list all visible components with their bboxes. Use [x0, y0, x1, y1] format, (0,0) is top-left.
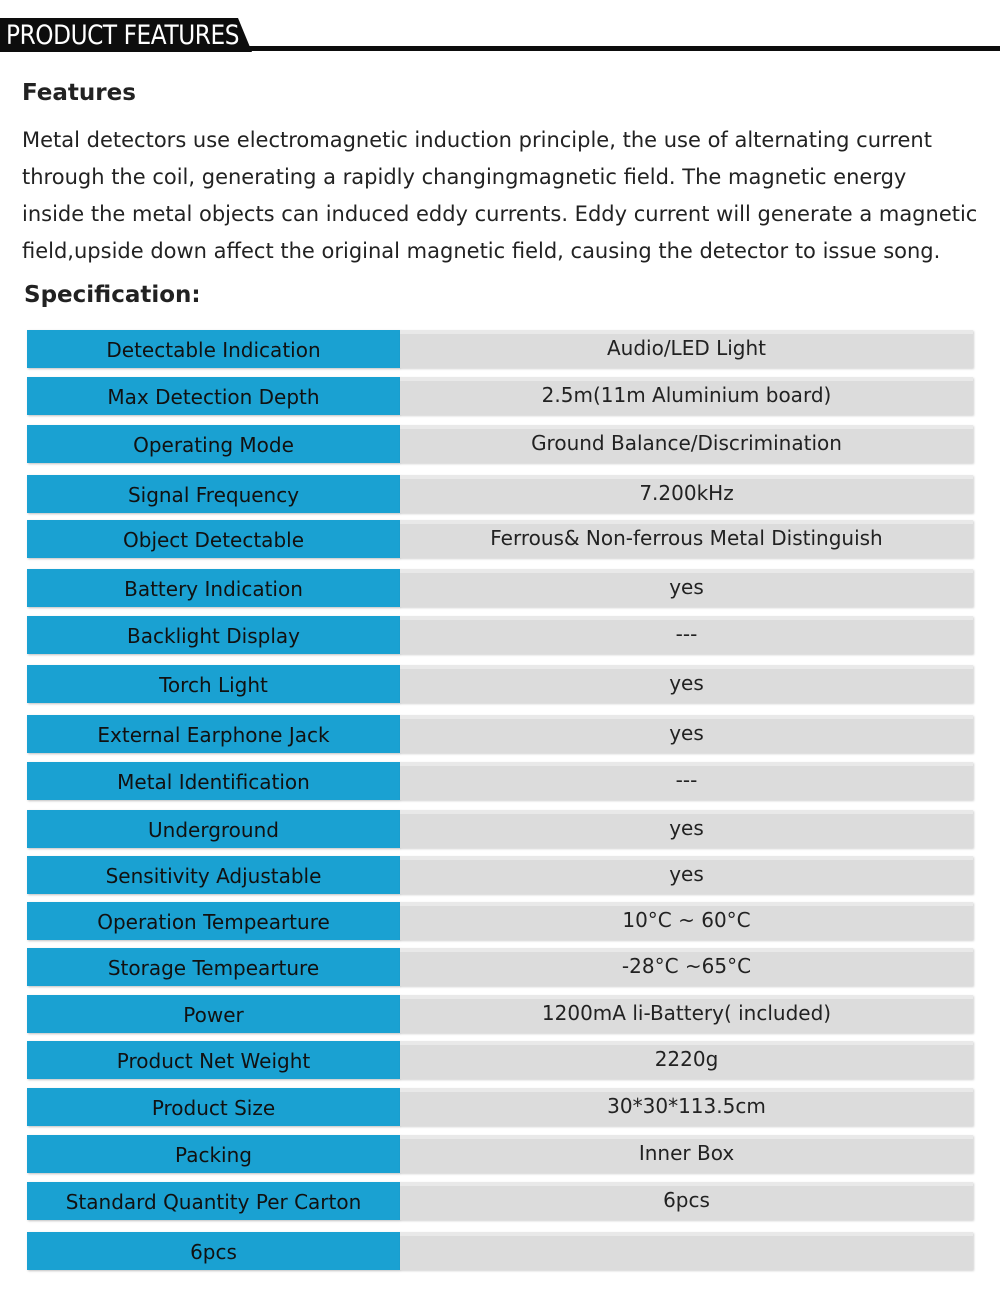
spec-value-text: -28°C ~65°C: [621, 954, 752, 978]
spec-value-highlight: [400, 810, 973, 814]
spec-value-highlight: [400, 616, 973, 620]
table-row: [27, 902, 973, 940]
spec-value-highlight: [400, 902, 973, 906]
table-row: [27, 665, 973, 703]
spec-label-cell: Torch Light: [27, 665, 400, 703]
spec-value-highlight: [400, 995, 973, 999]
table-row: [27, 475, 973, 513]
spec-label-cell: Standard Quantity Per Carton: [27, 1182, 400, 1220]
spec-label-cell: Backlight Display: [27, 616, 400, 654]
spec-value-text: 6pcs: [663, 1188, 710, 1212]
spec-value-highlight: [400, 665, 973, 669]
spec-value-highlight: [400, 762, 973, 766]
table-row: [27, 425, 973, 463]
spec-value-cell: [400, 616, 973, 654]
spec-value-cell: [400, 569, 973, 607]
table-row: [27, 520, 973, 558]
table-row: [27, 1182, 973, 1220]
features-line: field,upside down affect the original magnetic field, causing the detector to issue song.: [22, 239, 941, 263]
spec-value-cell: [400, 995, 973, 1033]
spec-value-highlight: [400, 330, 973, 334]
features-paragraph: [22, 122, 982, 270]
spec-value-text: 10°C ~ 60°C: [622, 908, 751, 932]
spec-label-cell: Power: [27, 995, 400, 1033]
spec-label-cell: Signal Frequency: [27, 475, 400, 513]
spec-value-text: 1200mA li-Battery( included): [541, 1001, 832, 1025]
spec-value-text: Ferrous& Non-ferrous Metal Distinguish: [490, 526, 883, 550]
spec-label-cell: Metal Identification: [27, 762, 400, 800]
spec-label-cell: Max Detection Depth: [27, 377, 400, 415]
table-row: [27, 810, 973, 848]
spec-value-cell: [400, 1232, 973, 1270]
table-row: [27, 616, 973, 654]
spec-value-cell: [400, 1088, 973, 1126]
spec-value-text: 7.200kHz: [639, 481, 734, 505]
spec-value-text: yes: [669, 671, 704, 695]
spec-value-cell: [400, 715, 973, 753]
spec-value-highlight: [400, 1041, 973, 1045]
spec-value-cell: [400, 810, 973, 848]
spec-label-cell: Underground: [27, 810, 400, 848]
spec-label-cell: Sensitivity Adjustable: [27, 856, 400, 894]
banner-underline: [245, 46, 1000, 51]
features-heading: Features: [22, 80, 136, 106]
spec-value-text: Inner Box: [638, 1141, 735, 1165]
spec-value-cell: [400, 330, 973, 368]
spec-value-text: 2.5m(11m Aluminium board): [541, 383, 832, 407]
table-row: [27, 1088, 973, 1126]
spec-value-highlight: [400, 1182, 973, 1186]
section-banner: [0, 12, 1000, 52]
spec-value-cell: [400, 856, 973, 894]
banner-title: PRODUCT FEATURES: [6, 20, 240, 51]
spec-value-text: yes: [669, 862, 704, 886]
specification-heading: Specification:: [24, 282, 201, 308]
features-line: Metal detectors use electromagnetic induction principle, the use of alternating current: [22, 128, 932, 152]
spec-value-text: yes: [669, 721, 704, 745]
spec-value-highlight: [400, 425, 973, 429]
spec-value-cell: [400, 762, 973, 800]
spec-label-cell: Product Net Weight: [27, 1041, 400, 1079]
spec-value-cell: [400, 1182, 973, 1220]
spec-value-cell: [400, 475, 973, 513]
spec-value-highlight: [400, 475, 973, 479]
spec-value-highlight: [400, 715, 973, 719]
spec-label-cell: Operating Mode: [27, 425, 400, 463]
spec-value-cell: [400, 425, 973, 463]
spec-value-cell: [400, 902, 973, 940]
spec-label-cell: Battery Indication: [27, 569, 400, 607]
table-row: [27, 762, 973, 800]
spec-label-cell: External Earphone Jack: [27, 715, 400, 753]
table-row: [27, 1041, 973, 1079]
spec-value-text: Audio/LED Light: [606, 336, 767, 360]
table-row: [27, 377, 973, 415]
table-row: [27, 569, 973, 607]
spec-value-cell: [400, 1135, 973, 1173]
spec-value-cell: [400, 948, 973, 986]
table-row: [27, 715, 973, 753]
spec-value-highlight: [400, 377, 973, 381]
spec-value-text: ---: [675, 768, 698, 792]
spec-value-text: ---: [675, 622, 698, 646]
table-row: [27, 995, 973, 1033]
spec-label-cell: Object Detectable: [27, 520, 400, 558]
spec-value-text: 2220g: [654, 1047, 719, 1071]
spec-value-cell: [400, 665, 973, 703]
spec-value-highlight: [400, 1135, 973, 1139]
spec-value-text: Ground Balance/Discrimination: [531, 431, 842, 455]
spec-label-cell: Storage Tempearture: [27, 948, 400, 986]
spec-label-cell: Operation Tempearture: [27, 902, 400, 940]
spec-value-cell: [400, 520, 973, 558]
spec-label-cell: Detectable Indication: [27, 330, 400, 368]
table-row: [27, 1232, 973, 1270]
spec-value-text: yes: [669, 816, 704, 840]
features-line: inside the metal objects can induced eddy currents. Eddy current will generate a magnetic: [22, 202, 978, 226]
spec-value-highlight: [400, 1088, 973, 1092]
spec-value-text: yes: [669, 575, 704, 599]
spec-value-cell: [400, 1041, 973, 1079]
spec-label-cell: Packing: [27, 1135, 400, 1173]
spec-value-text: 30*30*113.5cm: [607, 1094, 766, 1118]
spec-value-highlight: [400, 856, 973, 860]
table-row: [27, 948, 973, 986]
table-row: [27, 330, 973, 368]
spec-value-highlight: [400, 569, 973, 573]
spec-label-cell: 6pcs: [27, 1232, 400, 1270]
spec-value-highlight: [400, 520, 973, 524]
spec-value-highlight: [400, 948, 973, 952]
features-line: through the coil, generating a rapidly changingmagnetic field. The magnetic energy: [22, 165, 907, 189]
spec-value-cell: [400, 377, 973, 415]
table-row: [27, 1135, 973, 1173]
table-row: [27, 856, 973, 894]
spec-value-highlight: [400, 1232, 973, 1236]
spec-label-cell: Product Size: [27, 1088, 400, 1126]
